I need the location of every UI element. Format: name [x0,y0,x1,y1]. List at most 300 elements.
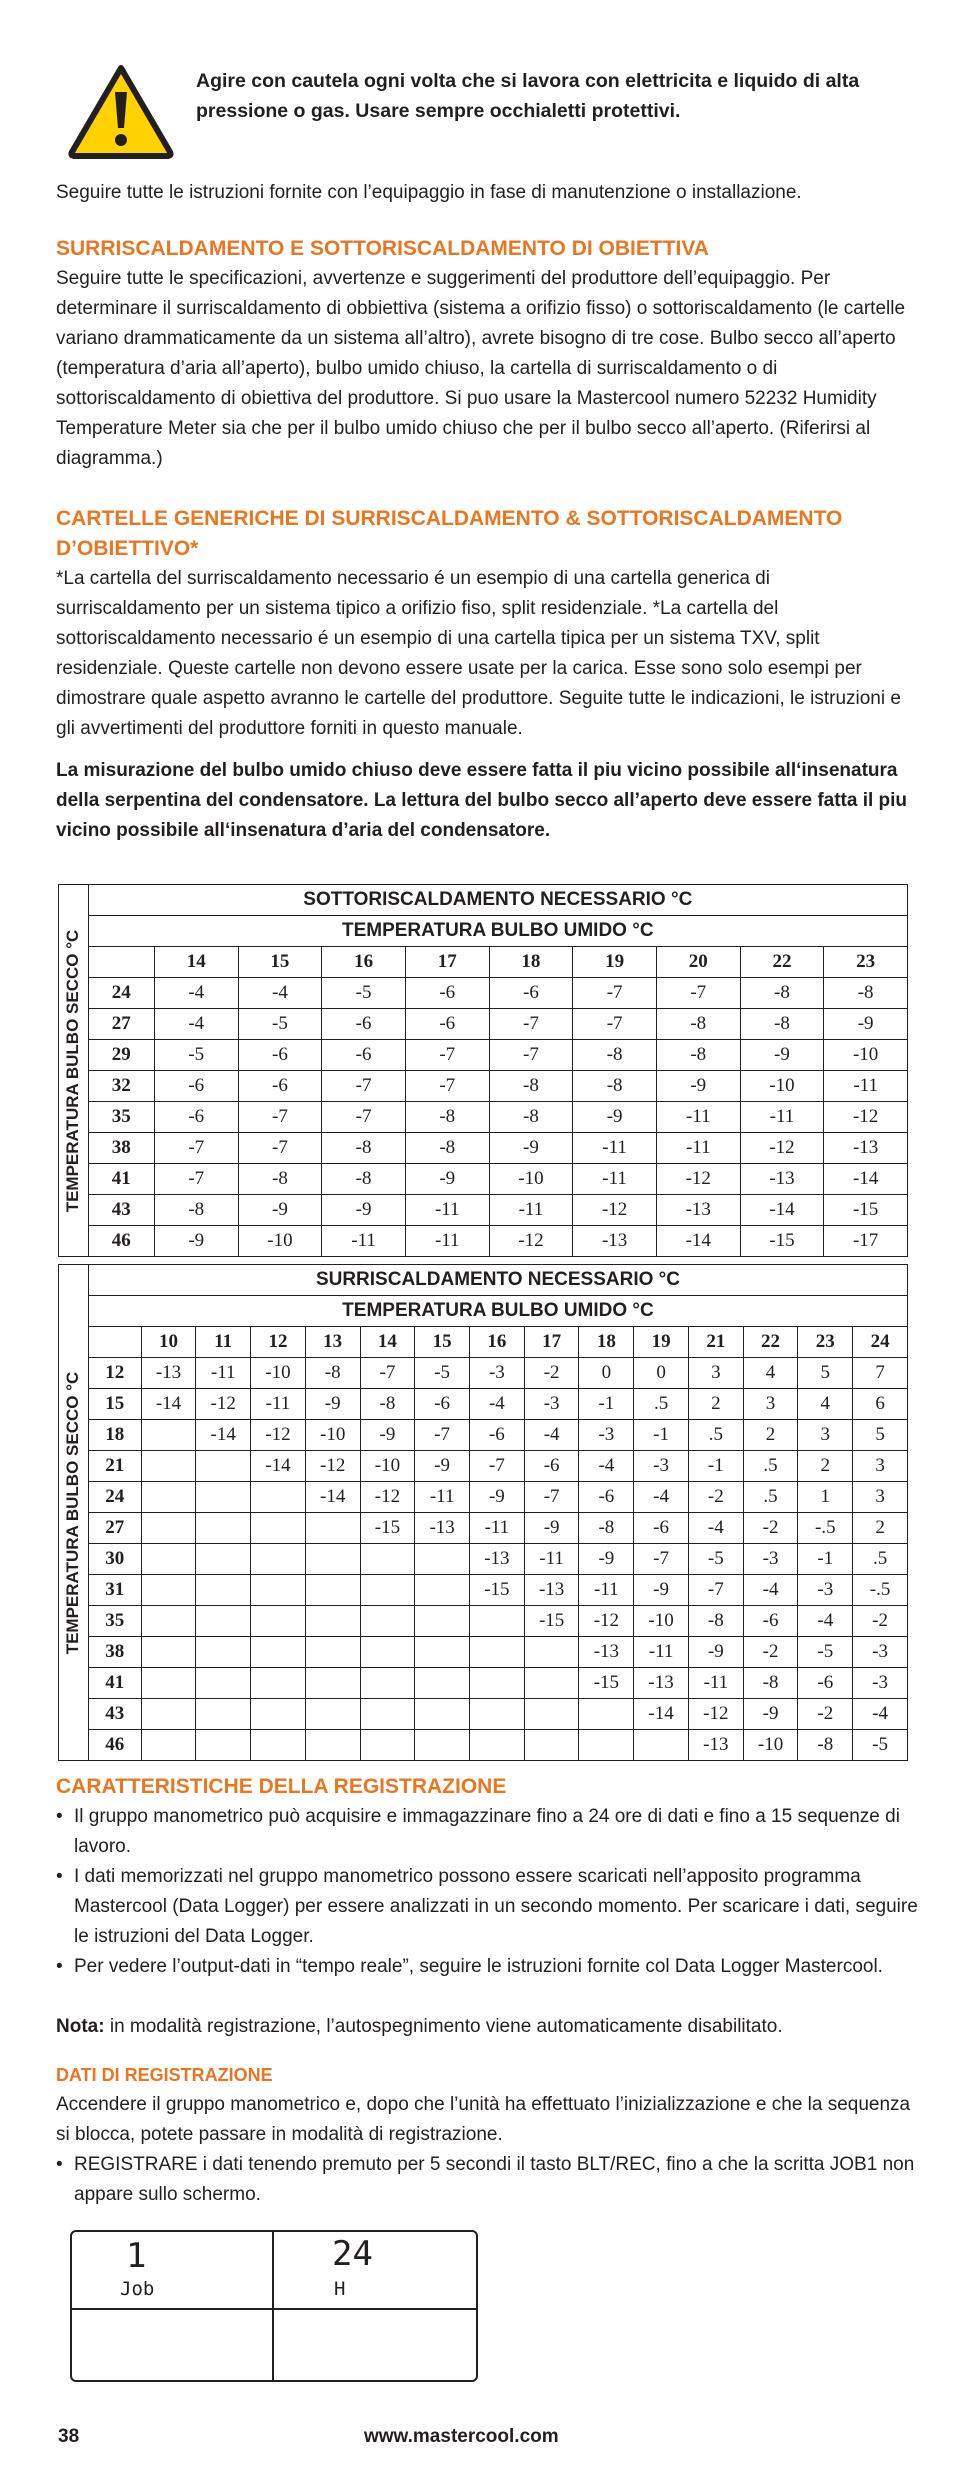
table-cell [305,1730,360,1761]
table-title-row [59,1265,908,1296]
corner-cell [88,947,154,978]
table-cell: -5 [798,1637,853,1668]
row-header: 32 [88,1071,154,1102]
table-subtitle-row [59,916,908,947]
table-cell: -10 [305,1420,360,1451]
table-cell: -8 [405,1102,489,1133]
table-cell: -6 [238,1071,322,1102]
table-cell: -3 [798,1575,853,1606]
table-cell [360,1637,415,1668]
table-cell: 0 [634,1358,689,1389]
column-header: 15 [415,1327,470,1358]
table-cell: -11 [656,1102,740,1133]
table-cell: -8 [743,1668,798,1699]
table-cell: 3 [798,1420,853,1451]
table-cell: -13 [688,1730,743,1761]
table-cell: -13 [141,1358,196,1389]
table-cell [251,1513,306,1544]
table-cell: -9 [524,1513,579,1544]
section-body-cartelle: *La cartella del surriscaldamento necessario é un esempio di una cartella generica di surriscaldamento per un sistema tipico a orifizio fiso, split residenziale. *La cartella del sottoriscaldamento necessario é un esempio di una cartella tipica per un sistema TXV, split residenziale. Queste cartelle non devono essere usate per la carica. Esse sono solo esempi per dimostrare quale aspetto avranno le cartelle del produttore. Seguite tutte le indicazioni, le istruzioni e gli avvertimenti del produttore forniti in questo manuale. [56,568,901,739]
measurement-note: La misurazione del bulbo umido chiuso deve essere fatta il piu vicino possibile all‘insenatura della serpentina del condensatore. La lettura del bulbo secco all’aperto deve essere fatta il piu vicino possibile all‘insenatura d’aria del condensatore. [56,760,908,841]
table-cell: -8 [688,1606,743,1637]
table-header-row [59,1327,908,1358]
table-cell: -9 [470,1482,525,1513]
table-cell: -8 [656,1040,740,1071]
table-cell: -11 [579,1575,634,1606]
table-cell: -8 [154,1195,238,1226]
table-cell: -3 [853,1668,908,1699]
column-header: 23 [824,947,908,978]
table-cell: -8 [573,1040,657,1071]
row-header: 43 [88,1195,154,1226]
table-row [59,1451,908,1482]
footer-url[interactable]: www.mastercool.com [364,2426,559,2447]
table-cell: -4 [798,1606,853,1637]
table-cell [470,1606,525,1637]
table-cell [360,1730,415,1761]
note-text: in modalità registrazione, l’autospegnimento viene automaticamente disabilitato. [104,2016,783,2037]
table-cell: -6 [405,978,489,1009]
table-cell: -14 [141,1389,196,1420]
table-cell: 2 [688,1389,743,1420]
table-cell [196,1513,251,1544]
table-cell: -5 [688,1544,743,1575]
row-header: 41 [88,1668,141,1699]
column-header: 12 [251,1327,306,1358]
table-cell: -11 [524,1544,579,1575]
table-cell [305,1606,360,1637]
table-cell: -8 [360,1389,415,1420]
table-cell: -8 [740,1009,824,1040]
row-header: 24 [88,1482,141,1513]
subcooling-table [58,884,908,1257]
table-cell: -14 [196,1420,251,1451]
table-cell: -13 [656,1195,740,1226]
recording-note [56,2012,918,2042]
row-header: 27 [88,1009,154,1040]
table-cell [470,1699,525,1730]
table-cell: -4 [743,1575,798,1606]
table-row [59,1358,908,1389]
table-cell [470,1637,525,1668]
table-cell [360,1668,415,1699]
table-cell [415,1699,470,1730]
table-cell: -4 [154,978,238,1009]
table-cell: -8 [824,978,908,1009]
table-cell: -7 [634,1544,689,1575]
table-cell: -7 [360,1358,415,1389]
table-cell: -7 [573,978,657,1009]
table-cell [524,1730,579,1761]
column-header: 14 [154,947,238,978]
table-cell: -6 [634,1513,689,1544]
column-header: 16 [470,1327,525,1358]
table-row [59,1575,908,1606]
table-cell [251,1544,306,1575]
table-title: SOTTORISCALDAMENTO NECESSARIO °C [88,885,907,916]
table-cell: -10 [634,1606,689,1637]
table-cell: -15 [470,1575,525,1606]
table-cell: -7 [322,1071,406,1102]
table-header-row [59,947,908,978]
table-row [59,1102,908,1133]
table-cell [251,1482,306,1513]
table-cell: -9 [489,1133,573,1164]
table-title: SURRISCALDAMENTO NECESSARIO °C [88,1265,907,1296]
list-item: • I dati memorizzati nel gruppo manometrico possono essere scaricati nell’apposito programma Mastercool (Data Logger) per essere analizzati in un secondo momento. Per scaricare i dati, seguire le istruzioni del Data Logger. [56,1862,918,1952]
table-cell: -14 [824,1164,908,1195]
table-cell: -7 [573,1009,657,1040]
table-cell: -11 [322,1226,406,1257]
table-cell: -7 [489,1009,573,1040]
table-cell: -11 [470,1513,525,1544]
column-header: 22 [740,947,824,978]
table-cell: -6 [322,1009,406,1040]
table-cell: 0 [579,1358,634,1389]
table-cell: -11 [489,1195,573,1226]
table-cell [141,1482,196,1513]
row-header: 15 [88,1389,141,1420]
table-cell: -10 [489,1164,573,1195]
table-cell: -5 [853,1730,908,1761]
table-cell [196,1699,251,1730]
section-body-obiettiva: Seguire tutte le specificazioni, avvertenze e suggerimenti del produttore dell’equipaggio. Per determinare il surriscaldamento di obbiettiva (sistema a orifizio fisso) o sottoriscaldamento (le cartelle variano drammaticamente da un sistema all’altro), avrete bisogno di tre cose. Bulbo secco all’aperto (temperatura d’aria all’aperto), bulbo umido chiuso, la cartella di surriscaldamento o di sottoriscaldamento di obiettiva del produttore. Si puo usare la Mastercool numero 52232 Humidity Temperature Meter sia che per il bulbo umido chiuso che per il bulbo secco all’aperto. (Riferirsi al diagramma.) [56,268,906,469]
table-cell: 7 [853,1358,908,1389]
table-cell: -14 [740,1195,824,1226]
table-cell [196,1575,251,1606]
table-cell: -2 [743,1513,798,1544]
table-cell: -15 [740,1226,824,1257]
table-cell: -7 [688,1575,743,1606]
row-header: 46 [88,1730,141,1761]
table-cell: -9 [305,1389,360,1420]
table-cell: -11 [824,1071,908,1102]
table-cell: -3 [524,1389,579,1420]
column-header: 18 [489,947,573,978]
table-cell: -8 [740,978,824,1009]
table-row [59,1040,908,1071]
table-cell: 3 [853,1451,908,1482]
table-cell [579,1699,634,1730]
table-cell: -3 [743,1544,798,1575]
table-cell [196,1606,251,1637]
table-title-row [59,885,908,916]
table-cell: -9 [688,1637,743,1668]
table-cell [141,1668,196,1699]
table-row [59,1544,908,1575]
table-cell: -9 [743,1699,798,1730]
table-cell: -7 [524,1482,579,1513]
table-cell [415,1637,470,1668]
table-cell: -4 [579,1451,634,1482]
column-header: 11 [196,1327,251,1358]
table-cell [524,1699,579,1730]
column-header: 18 [579,1327,634,1358]
row-header: 35 [88,1102,154,1133]
table-cell [251,1730,306,1761]
table-cell: -12 [579,1606,634,1637]
table-cell: -12 [573,1195,657,1226]
row-header: 30 [88,1544,141,1575]
column-header: 15 [238,947,322,978]
row-header: 27 [88,1513,141,1544]
table-cell: -11 [740,1102,824,1133]
table-cell: 2 [743,1420,798,1451]
table-cell: -11 [405,1226,489,1257]
row-header: 41 [88,1164,154,1195]
table-cell: -2 [524,1358,579,1389]
table-cell: -10 [360,1451,415,1482]
table-cell [141,1606,196,1637]
table-cell: -17 [824,1226,908,1257]
column-header: 13 [305,1327,360,1358]
table-cell: -8 [238,1164,322,1195]
table-row [59,1637,908,1668]
table-cell [251,1699,306,1730]
table-cell: -8 [573,1071,657,1102]
lcd-divider-vertical [272,2232,274,2380]
table-cell [196,1730,251,1761]
table-cell: -8 [579,1513,634,1544]
intro-text: Seguire tutte le istruzioni fornite con l’equipaggio in fase di manutenzione o installazione. [56,182,802,203]
table-cell: -7 [656,978,740,1009]
table-cell: -9 [573,1102,657,1133]
table-cell: -12 [688,1699,743,1730]
table-cell: .5 [853,1544,908,1575]
table-cell: -14 [305,1482,360,1513]
table-cell [360,1575,415,1606]
table-cell [360,1699,415,1730]
table-cell: -4 [688,1513,743,1544]
table-cell: -12 [196,1389,251,1420]
table-row [59,1133,908,1164]
table-cell: -13 [573,1226,657,1257]
section-heading-dati: DATI DI REGISTRAZIONE [56,2065,273,2085]
table-cell: -2 [743,1637,798,1668]
table-cell: .5 [743,1482,798,1513]
page-number: 38 [58,2426,80,2447]
table-cell: -1 [634,1420,689,1451]
table-cell: 3 [853,1482,908,1513]
table-cell: -11 [573,1133,657,1164]
table-cell: -8 [322,1164,406,1195]
table-row [59,1226,908,1257]
table-cell: -2 [853,1606,908,1637]
table-cell [141,1637,196,1668]
table-cell [360,1606,415,1637]
table-cell [305,1544,360,1575]
table-row [59,1668,908,1699]
table-row [59,1195,908,1226]
table-cell: -11 [634,1637,689,1668]
dati-bullets [56,2150,918,2210]
section-heading-cartelle: CARTELLE GENERICHE DI SURRISCALDAMENTO & SOTTORISCALDAMENTO D’OBIETTIVO* [56,507,843,560]
row-header: 21 [88,1451,141,1482]
table-cell: -5 [154,1040,238,1071]
table-cell: -7 [470,1451,525,1482]
list-item: • Il gruppo manometrico può acquisire e immagazzinare fino a 24 ore di dati e fino a 15 sequenze di lavoro. [56,1802,918,1862]
row-header: 18 [88,1420,141,1451]
table-cell: -6 [798,1668,853,1699]
table-cell: -11 [251,1389,306,1420]
table-cell [415,1606,470,1637]
table-cell: -12 [360,1482,415,1513]
table-cell: -15 [579,1668,634,1699]
table-cell: -12 [824,1102,908,1133]
lcd-hours-label: H [334,2278,346,2300]
table-cell [579,1730,634,1761]
table-cell: -13 [415,1513,470,1544]
table-cell: -8 [305,1358,360,1389]
row-header: 46 [88,1226,154,1257]
lcd-job-label: Job [120,2278,155,2300]
warning-triangle-icon [66,62,176,160]
table-cell [141,1575,196,1606]
superheat-table [58,1264,908,1761]
table-cell: -8 [405,1133,489,1164]
table-row [59,1009,908,1040]
list-item: • Per vedere l’output-dati in “tempo reale”, seguire le istruzioni fornite col Data Logger Mastercool. [56,1952,918,1982]
table-cell: -4 [853,1699,908,1730]
row-header: 31 [88,1575,141,1606]
table-cell: -15 [824,1195,908,1226]
table-cell: -9 [579,1544,634,1575]
column-header: 17 [405,947,489,978]
table-cell: -9 [154,1226,238,1257]
table-cell: -8 [798,1730,853,1761]
table-cell: -15 [360,1513,415,1544]
table-row [59,1420,908,1451]
table-cell: .5 [688,1420,743,1451]
column-header: 19 [634,1327,689,1358]
table-cell: -3 [579,1420,634,1451]
table-cell: -2 [798,1699,853,1730]
table-row [59,1164,908,1195]
side-label-cell [59,885,89,1257]
table-cell: -11 [573,1164,657,1195]
table-cell: -11 [656,1133,740,1164]
table-cell: .5 [743,1451,798,1482]
table-cell: -11 [415,1482,470,1513]
table-cell: 3 [688,1358,743,1389]
table-cell [141,1451,196,1482]
table-cell: -3 [634,1451,689,1482]
table-cell: -7 [322,1102,406,1133]
table-cell [415,1730,470,1761]
table-cell [415,1575,470,1606]
table-cell: -10 [251,1358,306,1389]
column-header: 10 [141,1327,196,1358]
side-label: TEMPERATURA BULBO SECCO °C [63,1371,83,1654]
table-row [59,1071,908,1102]
table-cell [141,1544,196,1575]
table-cell: -1 [798,1544,853,1575]
row-header: 43 [88,1699,141,1730]
table-cell: -13 [634,1668,689,1699]
section-heading-obiettiva: SURRISCALDAMENTO E SOTTORISCALDAMENTO DI OBIETTIVA [56,237,709,260]
table-cell: 5 [798,1358,853,1389]
column-header: 14 [360,1327,415,1358]
table-cell: -5 [415,1358,470,1389]
table-subtitle: TEMPERATURA BULBO UMIDO °C [88,916,907,947]
table-cell: 6 [853,1389,908,1420]
table-cell: .5 [634,1389,689,1420]
row-header: 35 [88,1606,141,1637]
table-cell [251,1637,306,1668]
table-cell: -8 [322,1133,406,1164]
table-cell: -9 [360,1420,415,1451]
table-subtitle-row [59,1296,908,1327]
column-header: 17 [524,1327,579,1358]
row-header: 38 [88,1133,154,1164]
warning-text: Agire con cautela ogni volta che si lavora con elettricita e liquido di alta pressione o gas. Usare sempre occhialetti protettivi. [196,70,860,122]
table-cell: -4 [634,1482,689,1513]
table-cell: -11 [688,1668,743,1699]
table-cell: -9 [405,1164,489,1195]
table-cell: -5 [322,978,406,1009]
table-cell: -11 [405,1195,489,1226]
table-cell: -13 [524,1575,579,1606]
table-cell [360,1544,415,1575]
table-cell [196,1544,251,1575]
table-cell: -1 [579,1389,634,1420]
table-cell: -5 [238,1009,322,1040]
lcd-display-illustration [70,2230,478,2382]
table-cell [415,1544,470,1575]
table-cell: 4 [743,1358,798,1389]
table-cell: -9 [322,1195,406,1226]
table-cell [415,1668,470,1699]
table-cell: -6 [579,1482,634,1513]
table-cell: -4 [524,1420,579,1451]
table-cell: -7 [489,1040,573,1071]
column-header: 21 [688,1327,743,1358]
table-cell: -8 [656,1009,740,1040]
table-cell: -6 [489,978,573,1009]
table-cell: -4 [238,978,322,1009]
column-header: 19 [573,947,657,978]
table-row [59,1606,908,1637]
table-cell: 1 [798,1482,853,1513]
table-cell: -6 [238,1040,322,1071]
table-cell: -8 [489,1071,573,1102]
table-row [59,1730,908,1761]
section-heading-registrazione: CARATTERISTICHE DELLA REGISTRAZIONE [56,1775,507,1798]
table-cell [141,1420,196,1451]
table-cell: -7 [154,1164,238,1195]
table-cell: -9 [656,1071,740,1102]
table-subtitle: TEMPERATURA BULBO UMIDO °C [88,1296,907,1327]
table-cell: -13 [740,1164,824,1195]
table-cell [251,1668,306,1699]
table-cell: -7 [154,1133,238,1164]
table-cell: -.5 [853,1575,908,1606]
table-cell: -6 [405,1009,489,1040]
table-cell: -13 [579,1637,634,1668]
table-cell: 2 [798,1451,853,1482]
table-cell: -10 [743,1730,798,1761]
table-cell: -7 [415,1420,470,1451]
table-cell: -9 [824,1009,908,1040]
table-cell [141,1699,196,1730]
note-label: Nota: [56,2016,105,2037]
table-cell: -8 [489,1102,573,1133]
table-cell [524,1668,579,1699]
table-cell: -13 [824,1133,908,1164]
table-cell: -10 [238,1226,322,1257]
column-header: 24 [853,1327,908,1358]
table-cell: -6 [154,1102,238,1133]
